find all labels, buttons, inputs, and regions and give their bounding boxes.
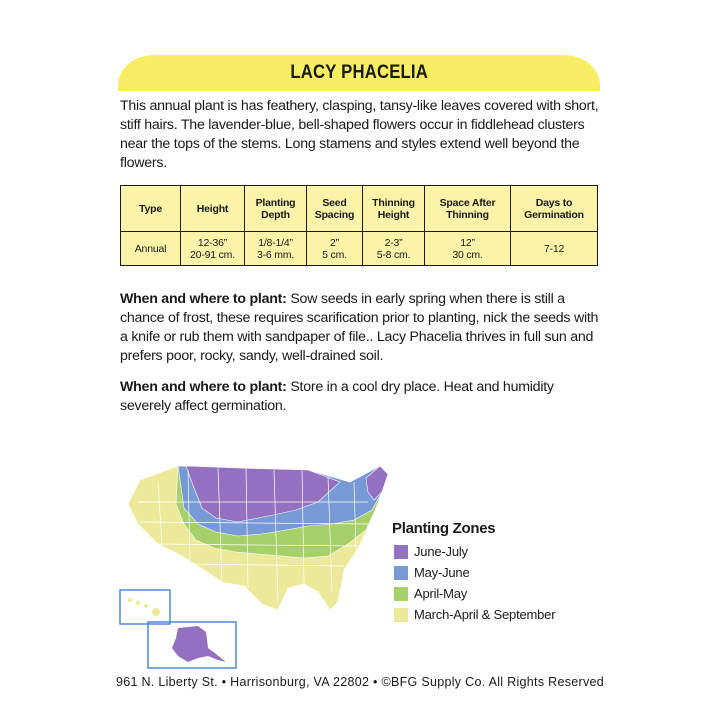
legend-swatch-june-july <box>394 545 408 559</box>
header-days-to-germination: Days to Germination <box>511 186 598 232</box>
planting-zone-map <box>118 452 408 672</box>
plant-description: This annual plant is has feathery, clasping, tansy-like leaves covered with short, stiff hairs. The lavender-blue, bell-shaped flowers occur in fiddlehead clusters near the tops of the stems. Long stamens and styles extend well beyond the flowers. <box>120 98 599 171</box>
storage-text: Store in a cool dry place. Heat and humidity severely affect germination. <box>120 379 554 414</box>
legend-item <box>392 562 592 583</box>
planting-instructions <box>120 290 600 366</box>
alaska-shape <box>172 626 226 662</box>
page-title: LACY PHACELIA <box>290 62 428 83</box>
planting-text: Sow seeds in early spring when there is still a chance of frost, these requires scarification prior to planting, nick the seeds with a knife or rub them with sandpaper of file.. Lacy Phacelia thrives in full sun and prefers poor, rocky, sandy, well-drained soil. <box>120 291 599 364</box>
cell-days-to-germination: 7-12 <box>511 232 598 266</box>
legend-swatch-april-may <box>394 587 408 601</box>
planting-zones-legend <box>392 520 592 625</box>
header-seed-spacing: Seed Spacing <box>307 186 363 232</box>
cell-planting-depth: 1/8-1/4” 3-6 mm. <box>245 232 307 266</box>
legend-title: Planting Zones <box>392 520 496 537</box>
header-thinning-height: Thinning Height <box>363 186 425 232</box>
header-space-after-thinning: Space After Thinning <box>425 186 511 232</box>
legend-swatch-march-april-september <box>394 608 408 622</box>
header-height: Height <box>181 186 245 232</box>
cell-type: Annual <box>121 232 181 266</box>
legend-label: May-June <box>414 565 470 580</box>
cell-height: 12-36” 20-91 cm. <box>181 232 245 266</box>
legend-label: April-May <box>414 586 468 601</box>
table-header-row <box>121 186 598 232</box>
storage-heading: When and where to plant: <box>120 379 287 395</box>
header-type: Type <box>121 186 181 232</box>
legend-item <box>392 583 592 604</box>
planting-heading: When and where to plant: <box>120 291 287 307</box>
legend-item <box>392 604 592 625</box>
footer-address: 961 N. Liberty St. • Harrisonburg, VA 22802 • ©BFG Supply Co. All Rights Reserved <box>115 675 605 689</box>
cell-space-after-thinning: 12” 30 cm. <box>425 232 511 266</box>
title-banner <box>118 55 600 91</box>
cell-thinning-height: 2-3” 5-8 cm. <box>363 232 425 266</box>
table-row <box>121 232 598 266</box>
header-planting-depth: Planting Depth <box>245 186 307 232</box>
legend-label: March-April & September <box>414 607 556 622</box>
legend-item <box>392 541 592 562</box>
us-map-graphic <box>118 452 408 672</box>
legend-swatch-may-june <box>394 566 408 580</box>
legend-label: June-July <box>414 544 468 559</box>
storage-instructions <box>120 378 600 416</box>
hawaii-islands <box>128 598 160 616</box>
cell-seed-spacing: 2” 5 cm. <box>307 232 363 266</box>
planting-table <box>120 185 598 266</box>
